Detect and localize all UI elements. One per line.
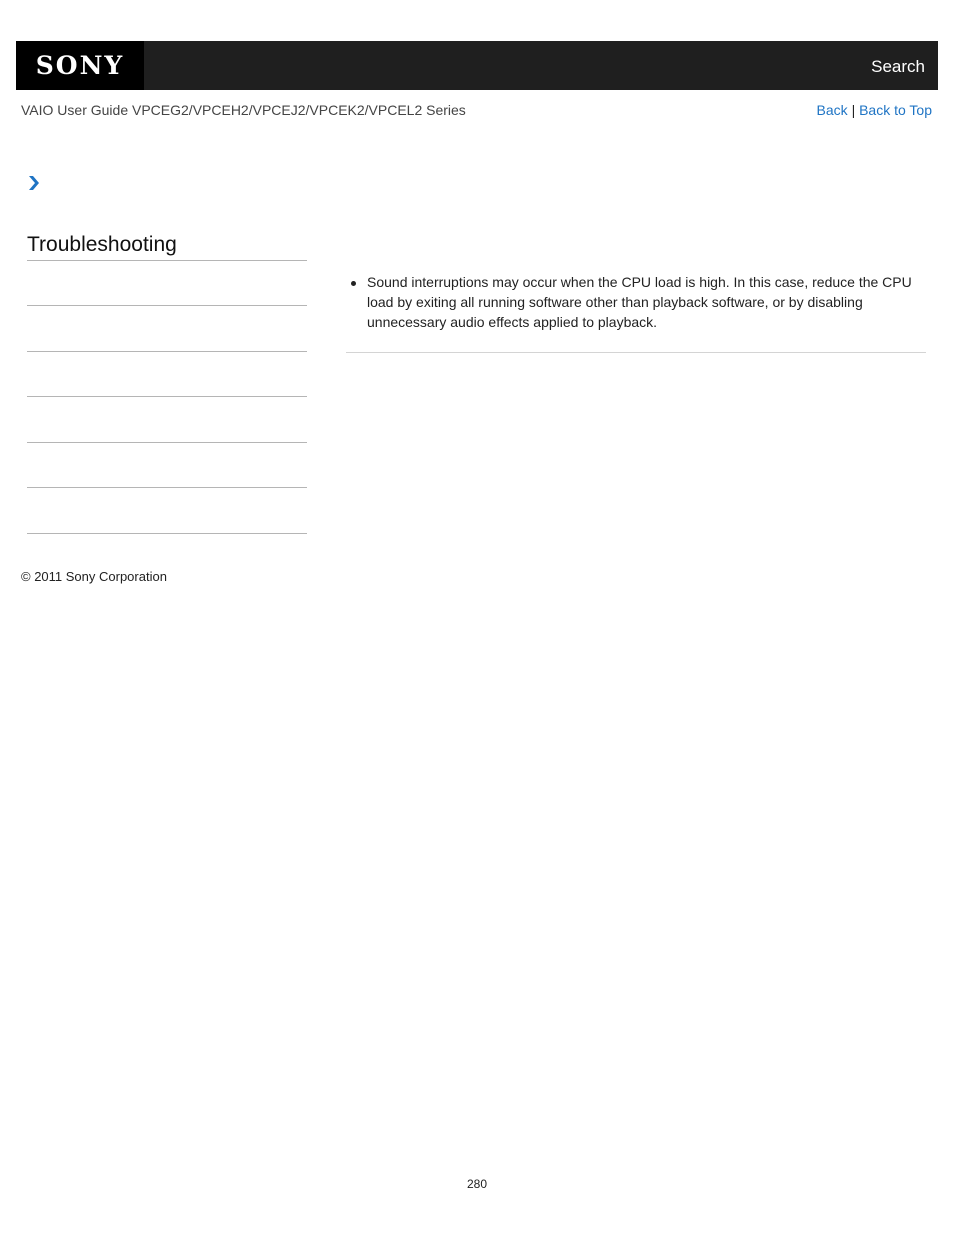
- page-number: 280: [466, 1177, 488, 1191]
- sidebar-divider: [27, 442, 307, 443]
- sidebar-divider: [27, 396, 307, 397]
- sidebar-divider: [27, 533, 307, 534]
- sidebar-divider: [27, 260, 307, 261]
- guide-title: VAIO User Guide VPCEG2/VPCEH2/VPCEJ2/VPCEK2/VPCEL2 Series: [21, 102, 466, 118]
- sony-logo[interactable]: [16, 41, 144, 90]
- logo-text: SONY: [35, 51, 125, 80]
- top-navigation: [817, 101, 932, 119]
- tips-list: [346, 272, 926, 332]
- nav-separator: |: [851, 102, 856, 118]
- copyright: © 2011 Sony Corporation: [21, 569, 167, 584]
- sidebar-divider: [27, 487, 307, 488]
- chevron-right-icon[interactable]: [27, 175, 41, 191]
- content-divider: [346, 352, 926, 353]
- sidebar-divider: [27, 351, 307, 352]
- search-link[interactable]: Search: [871, 57, 925, 76]
- back-to-top-link[interactable]: Back to Top: [859, 102, 932, 118]
- sidebar-divider: [27, 305, 307, 306]
- list-item: Sound interruptions may occur when the CPU load is high. In this case, reduce the CPU load by exiting all running software other than playback software, or by disabling unnecessary audio effects applied to playback.: [346, 272, 926, 332]
- header-bar: [16, 41, 938, 90]
- back-link[interactable]: Back: [816, 102, 848, 118]
- main-content: [346, 272, 926, 332]
- sidebar-title: Troubleshooting: [27, 233, 177, 256]
